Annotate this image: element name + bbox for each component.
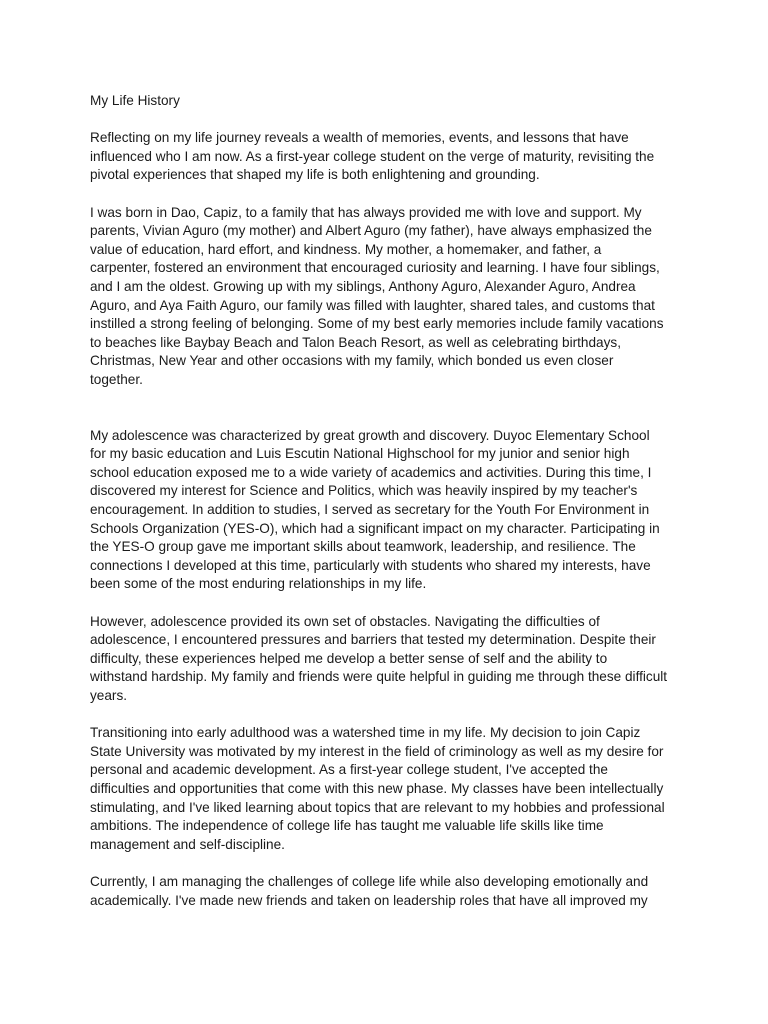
document-title: My Life History (90, 93, 180, 108)
paragraph-early-adulthood: Transitioning into early adulthood was a watershed time in my life. My decision to join Capiz State University was motivated by my interest in the field of criminology as well as my desire for personal and academic development. As a first-year college student, I've accepted the difficulties and opportunities that come with this new phase. My classes have been intellectually stimulating, and I've liked learning about topics that are relevant to my hobbies and professional ambitions. The independence of college life has taught me valuable life skills like time management and self-discipline. (90, 725, 665, 852)
paragraph-obstacles: However, adolescence provided its own set of obstacles. Navigating the difficulties of adolescence, I encountered pressures and barriers that tested my determination. Despite their difficulty, these experiences helped me develop a better sense of self and the ability to withstand hardship. My family and friends were quite helpful in guiding me through these difficult years. (90, 613, 668, 703)
paragraph-family-background: I was born in Dao, Capiz, to a family that has always provided me with love and support. My parents, Vivian Aguro (my mother) and Albert Aguro (my father), have always emphasized the value of education, hard effort, and kindness. My mother, a homemaker, and father, a carpenter, fostered an environment that encouraged curiosity and learning. I have four siblings, and I am the oldest. Growing up with my siblings, Anthony Aguro, Alexander Aguro, Andrea Aguro, and Aya Faith Aguro, our family was filled with laughter, shared tales, and customs that instilled a strong feeling of belonging. Some of my best early memories include family vacations to beaches like Baybay Beach and Talon Beach Resort, as well as celebrating birthdays, Christmas, New Year and other occasions with my family, which bonded us even closer together. (90, 204, 664, 387)
document-page (90, 92, 690, 929)
paragraph-adolescence: My adolescence was characterized by great growth and discovery. Duyoc Elementary School for my basic education and Luis Escutin National Highschool for my junior and senior high school education exposed me to a wide variety of academics and activities. During this time, I discovered my interest for Science and Politics, which was heavily inspired by my teacher's encouragement. In addition to studies, I served as secretary for the Youth For Environment in Schools Organization (YES-O), which had a significant impact on my character. Participating in the YES-O group gave me important skills about teamwork, leadership, and resilience. The connections I developed at this time, particularly with students who shared my interests, have been some of the most enduring relationships in my life. (90, 427, 660, 592)
paragraph-introduction: Reflecting on my life journey reveals a wealth of memories, events, and lessons that have influenced who I am now. As a first-year college student on the verge of maturity, revisiting the pivotal experiences that shaped my life is both enlightening and grounding. (90, 130, 655, 183)
paragraph-current: Currently, I am managing the challenges of college life while also developing emotionally and academically. I've made new friends and taken on leadership roles that have all improved my (90, 873, 649, 908)
